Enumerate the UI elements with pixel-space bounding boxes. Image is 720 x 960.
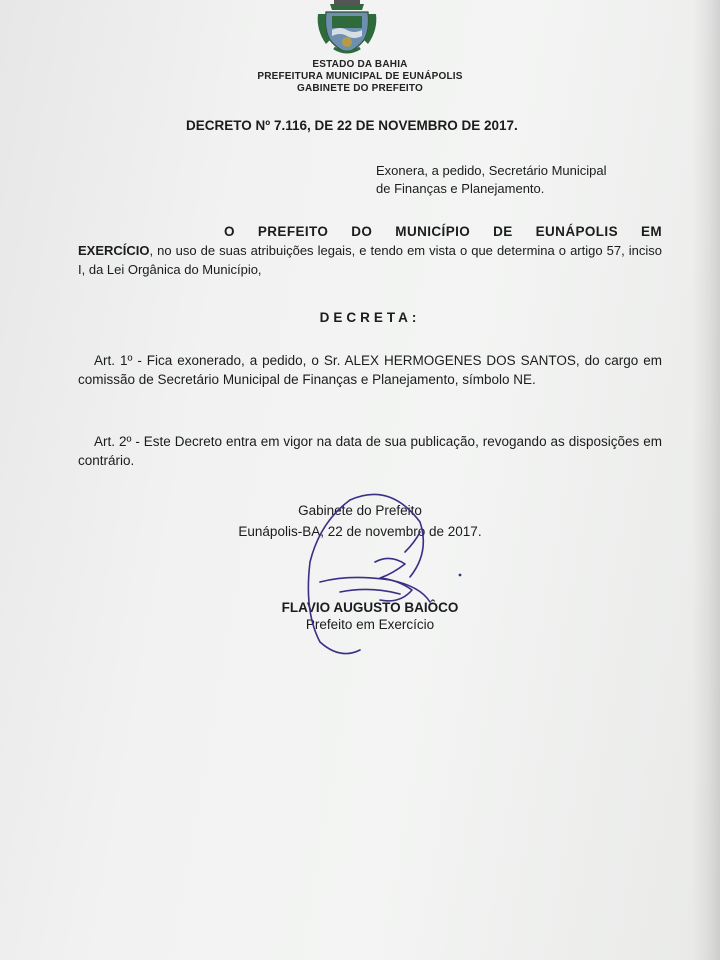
decreta-heading: DECRETA: (319, 310, 421, 325)
header-state: ESTADO DA BAHIA (312, 59, 408, 70)
page-shadow-edge (692, 0, 720, 960)
summary-line-2: de Finanças e Planejamento. (376, 181, 545, 196)
signer-role: Prefeito em Exercício (305, 617, 435, 632)
header-office: GABINETE DO PREFEITO (296, 83, 424, 94)
closing-office: Gabinete do Prefeito (298, 503, 422, 518)
signer-block (0, 600, 720, 632)
decree-title: DECRETO Nº 7.116, DE 22 DE NOVEMBRO DE 2017. (186, 118, 518, 133)
summary-line-1: Exonera, a pedido, Secretário Municipal (376, 163, 607, 178)
decree-summary (376, 162, 666, 198)
article-1: Art. 1º - Fica exonerado, a pedido, o Sr. ALEX HERMOGENES DOS SANTOS, do cargo em comissão de Secretário Municipal de Finanças e Planejamento, símbolo NE. (78, 353, 662, 387)
article-2: Art. 2º - Este Decreto entra em vigor na data de sua publicação, revogando as disposições em contrário. (78, 434, 662, 468)
decree-preamble (78, 222, 662, 279)
closing-place-date: Eunápolis-BA, 22 de novembro de 2017. (238, 524, 482, 539)
coat-of-arms-icon (316, 0, 378, 54)
preamble-heading: O PREFEITO DO MUNICÍPIO DE EUNÁPOLIS EM (224, 224, 662, 239)
preamble-heading-cont: EXERCÍCIO (78, 243, 150, 258)
signer-name: FLAVIO AUGUSTO BAIÔCO (281, 600, 459, 615)
header-city-hall: PREFEITURA MUNICIPAL DE EUNÁPOLIS (257, 71, 463, 82)
preamble-text: , no uso de suas atribuições legais, e tendo em vista o que determina o artigo 57, inciso I, da Lei Orgânica do Município, (78, 243, 662, 277)
